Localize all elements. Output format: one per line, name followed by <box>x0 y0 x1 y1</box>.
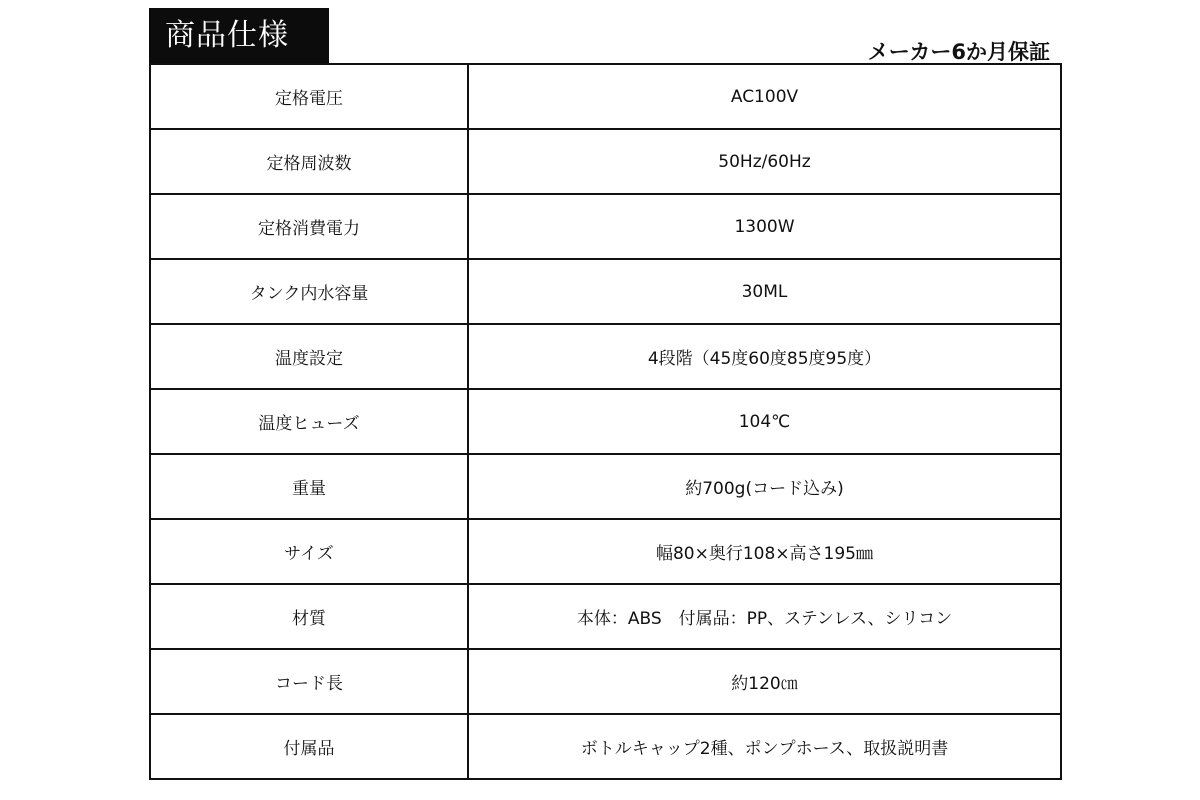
spec-label: サイズ <box>150 519 468 584</box>
warranty-note: メーカー6か月保証 <box>867 40 1050 64</box>
spec-value: 約120㎝ <box>468 649 1061 714</box>
spec-label: 定格消費電力 <box>150 194 468 259</box>
spec-value: 1300W <box>468 194 1061 259</box>
table-row <box>150 389 1061 454</box>
table-row <box>150 584 1061 649</box>
table-row <box>150 519 1061 584</box>
spec-label: 付属品 <box>150 714 468 779</box>
table-row <box>150 64 1061 129</box>
spec-table <box>149 63 1062 780</box>
page-title: 商品仕様 <box>149 8 329 64</box>
spec-label: 温度ヒューズ <box>150 389 468 454</box>
table-row <box>150 714 1061 779</box>
spec-value: 30ML <box>468 259 1061 324</box>
table-row <box>150 194 1061 259</box>
table-row <box>150 129 1061 194</box>
spec-value: 104℃ <box>468 389 1061 454</box>
spec-label: 定格周波数 <box>150 129 468 194</box>
table-row <box>150 324 1061 389</box>
spec-value: AC100V <box>468 64 1061 129</box>
spec-value: 50Hz/60Hz <box>468 129 1061 194</box>
table-row <box>150 649 1061 714</box>
spec-value: 約700g(コード込み) <box>468 454 1061 519</box>
spec-label: タンク内水容量 <box>150 259 468 324</box>
spec-value: 幅80×奥行108×高さ195㎜ <box>468 519 1061 584</box>
table-row <box>150 454 1061 519</box>
spec-label: 定格電圧 <box>150 64 468 129</box>
spec-label: 重量 <box>150 454 468 519</box>
spec-label: 温度設定 <box>150 324 468 389</box>
spec-value: 本体：ABS 付属品：PP、ステンレス、シリコン <box>468 584 1061 649</box>
spec-label: 材質 <box>150 584 468 649</box>
spec-value: ボトルキャップ2種、ポンプホース、取扱説明書 <box>468 714 1061 779</box>
table-row <box>150 259 1061 324</box>
spec-value: 4段階（45度60度85度95度） <box>468 324 1061 389</box>
spec-label: コード長 <box>150 649 468 714</box>
